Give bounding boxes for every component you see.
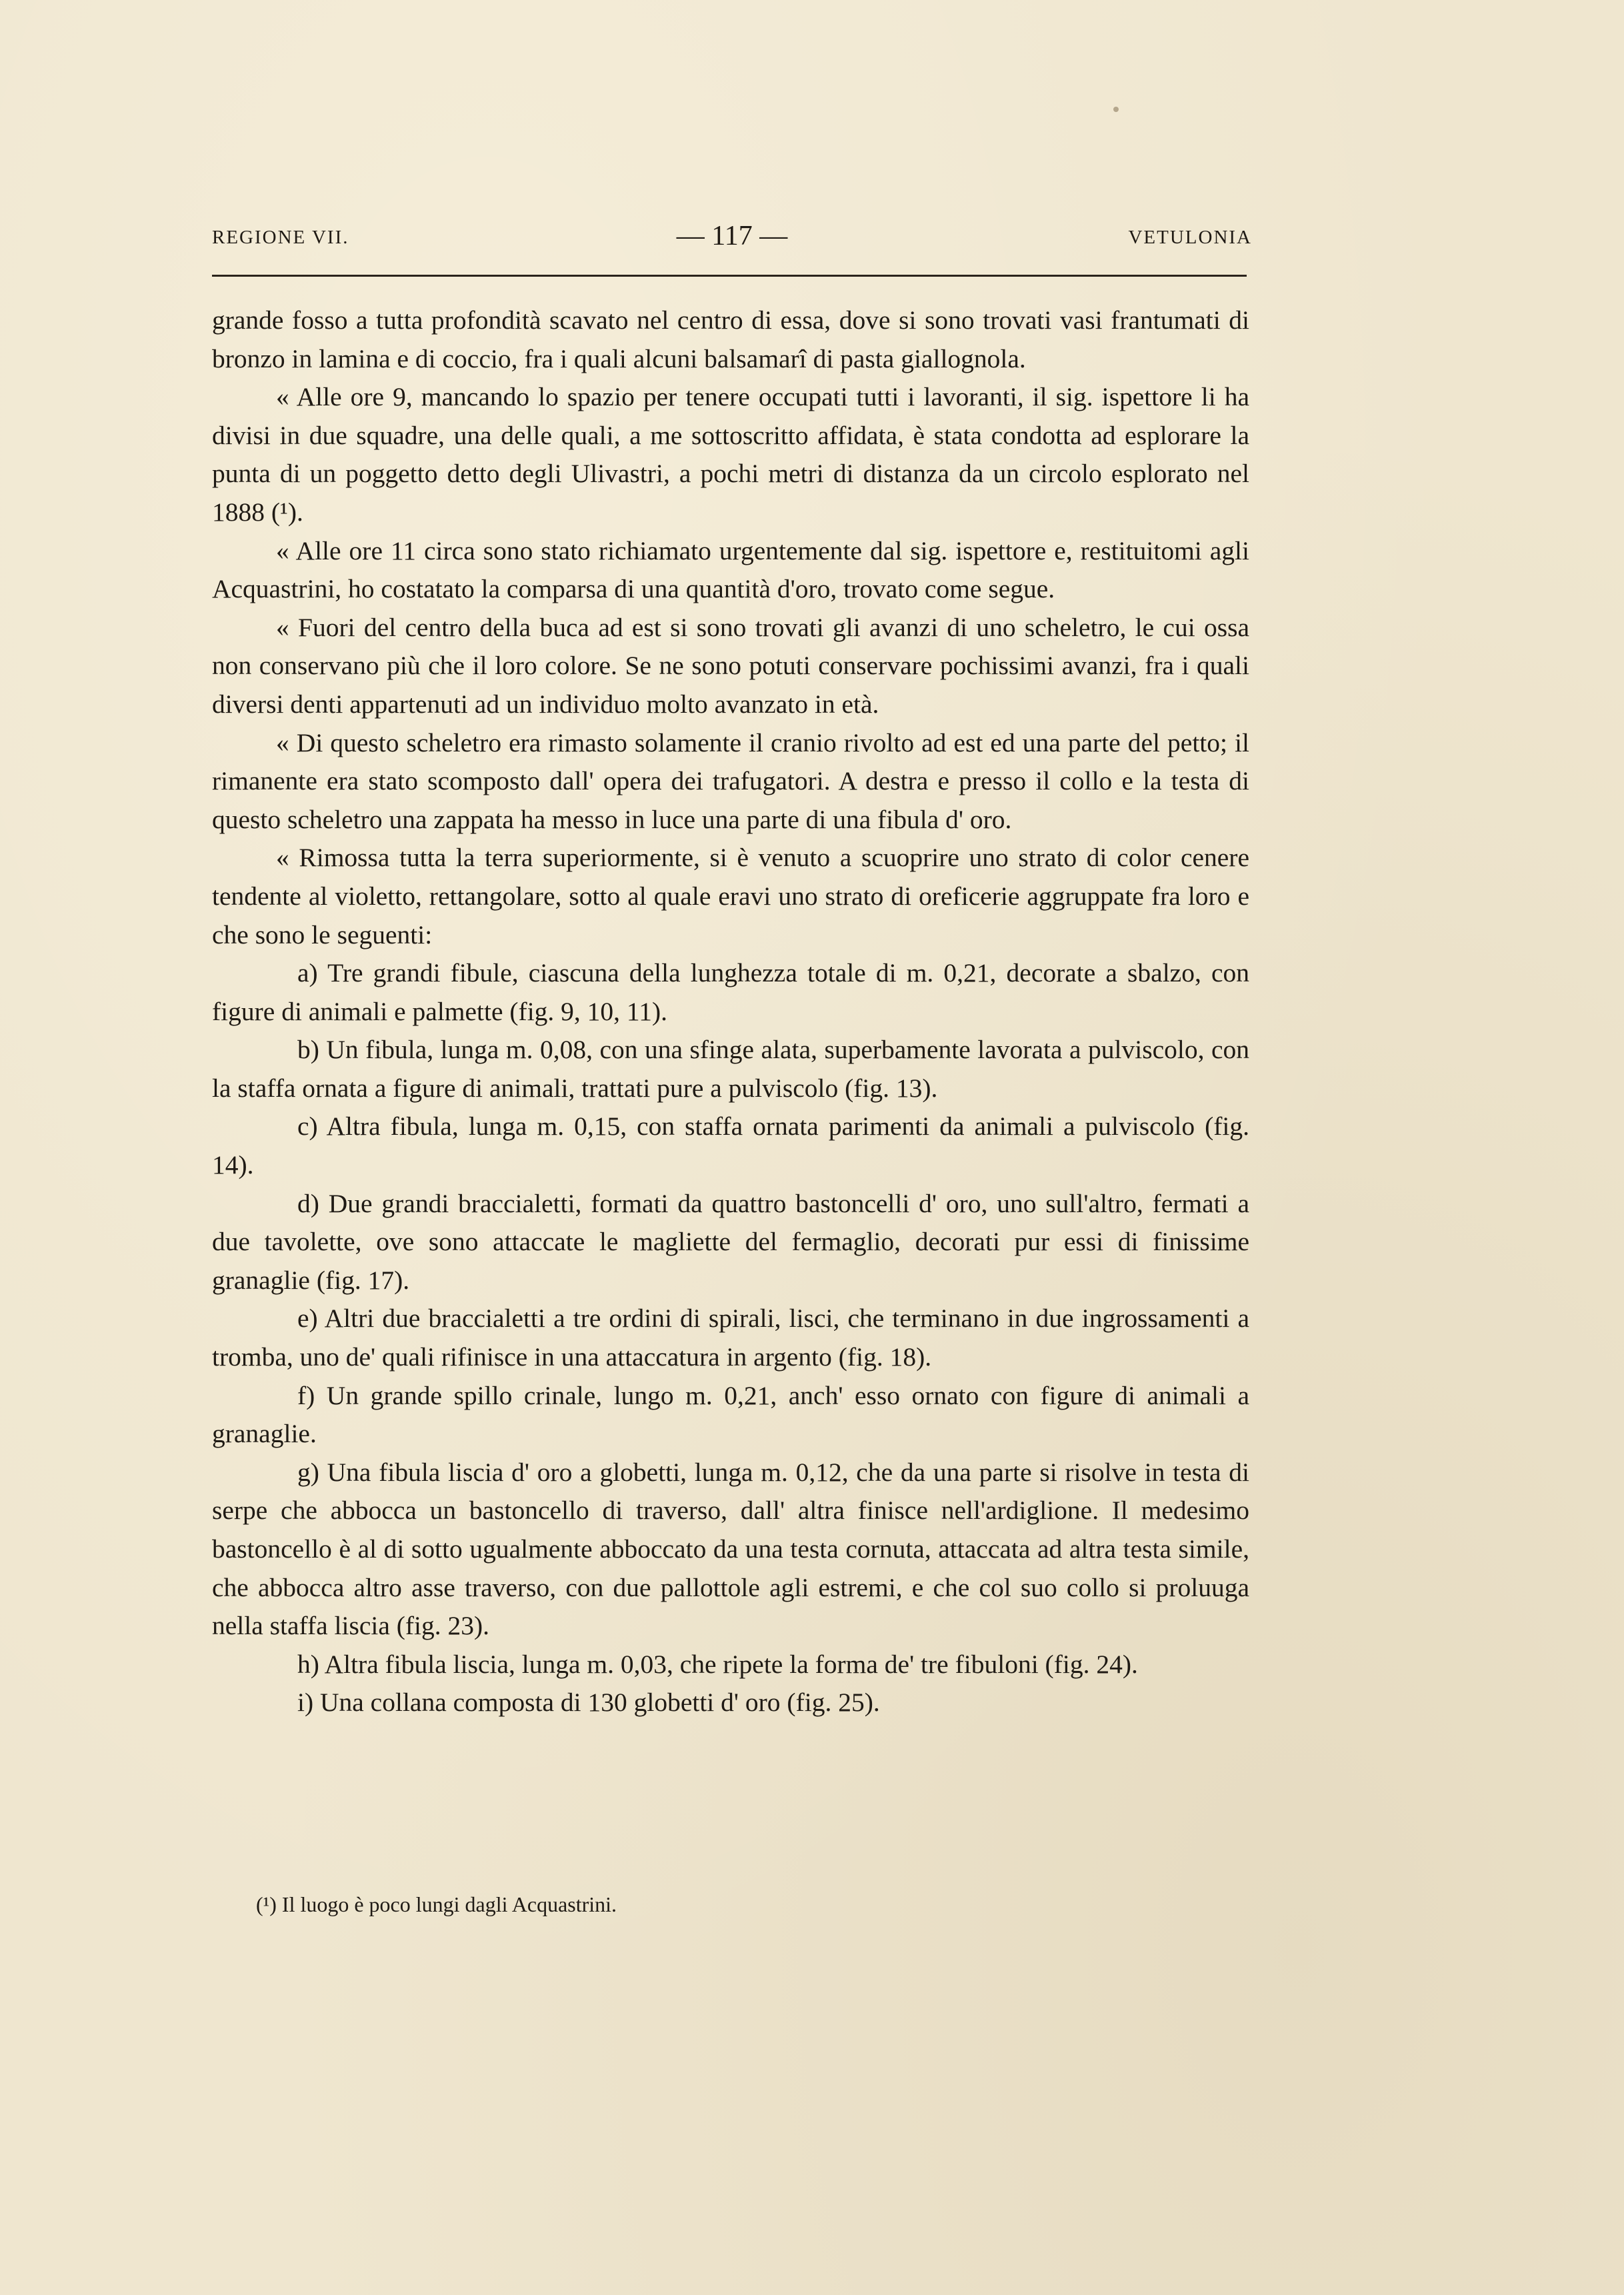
body-text xyxy=(212,301,1249,1722)
list-item: d) Due grandi braccialetti, formati da quattro bastoncelli d' oro, uno sull'altro, fermati a due tavolette, ove sono attaccate le magliette del fermaglio, decorati pur essi di finissime granaglie (fig. 17). xyxy=(212,1188,1249,1295)
paragraph: « Rimossa tutta la terra superiormente, si è venuto a scuoprire uno strato di color cenere tendente al violetto, rettangolare, sotto al quale eravi uno strato di oreficerie aggruppate fra loro e che sono le seguenti: xyxy=(212,843,1249,949)
paragraph: « Alle ore 9, mancando lo spazio per tenere occupati tutti i lavoranti, il sig. ispettore li ha divisi in due squadre, una delle quali, a me sottoscritto affidata, è stata condotta ad esplorare la punta di un poggetto detto degli Ulivastri, a pochi metri di distanza da un circolo esplorato nel 1888 (¹). xyxy=(212,382,1249,527)
paragraph: « Alle ore 11 circa sono stato richiamato urgentemente dal sig. ispettore e, restituitomi agli Acquastrini, ho costatato la comparsa di una quantità d'oro, trovato come segue. xyxy=(212,535,1249,604)
header-place: VETULONIA xyxy=(1128,227,1252,248)
header-region: REGIONE VII. xyxy=(212,227,349,248)
paragraph: « Fuori del centro della buca ad est si sono trovati gli avanzi di uno scheletro, le cui ossa non conservano più che il loro colore. Se ne sono potuti conservare pochissimi avanzi, fra i quali diversi denti appartenuti ad un individuo molto avanzato in età. xyxy=(212,612,1249,719)
list-item: b) Un fibula, lunga m. 0,08, con una sfinge alata, superbamente lavorata a pulviscolo, con la staffa ornata a figure di animali, trattati pure a pulviscolo (fig. 13). xyxy=(212,1035,1249,1103)
page-number: — 117 — xyxy=(676,221,788,251)
list-item: e) Altri due braccialetti a tre ordini di spirali, lisci, che terminano in due ingrossamenti a tromba, uno de' quali rifinisce in una attaccatura in argento (fig. 18). xyxy=(212,1304,1249,1372)
paper-speck xyxy=(1113,107,1119,112)
footnote: (¹) Il luogo è poco lungi dagli Acquastrini. xyxy=(256,1892,617,1916)
header-rule xyxy=(212,275,1247,277)
paragraph: grande fosso a tutta profondità scavato nel centro di essa, dove si sono trovati vasi frantumati di bronzo in lamina e di coccio, fra i quali alcuni balsamarî di pasta giallognola. xyxy=(212,305,1249,373)
paragraph: « Di questo scheletro era rimasto solamente il cranio rivolto ad est ed una parte del petto; il rimanente era stato scomposto dall' opera dei trafugatori. A destra e presso il collo e la testa di questo scheletro una zappata ha messo in luce una parte di una fibula d' oro. xyxy=(212,727,1249,834)
list-item: i) Una collana composta di 130 globetti d' oro (fig. 25). xyxy=(297,1688,880,1718)
list-item: h) Altra fibula liscia, lunga m. 0,03, che ripete la forma de' tre fibuloni (fig. 24). xyxy=(297,1649,1138,1679)
list-item: a) Tre grandi fibule, ciascuna della lunghezza totale di m. 0,21, decorate a sbalzo, con figure di animali e palmette (fig. 9, 10, 11). xyxy=(212,958,1249,1026)
list-item: c) Altra fibula, lunga m. 0,15, con staffa ornata parimenti da animali a pulviscolo (fig. 14). xyxy=(212,1111,1249,1180)
list-item: f) Un grande spillo crinale, lungo m. 0,21, anch' esso ornato con figure di animali a granaglie. xyxy=(212,1380,1249,1449)
running-header xyxy=(212,220,1252,260)
list-item: g) Una fibula liscia d' oro a globetti, lunga m. 0,12, che da una parte si risolve in testa di serpe che abbocca un bastoncello di traverso, dall' altra finisce nell'ardiglione. Il medesimo bastoncello è al di sotto ugualmente abboccato da una testa cornuta, attaccata ad altra testa simile, che abbocca altro asse traverso, con due pallottole agli estremi, e che col suo collo si proluuga nella staffa liscia (fig. 23). xyxy=(212,1457,1249,1641)
